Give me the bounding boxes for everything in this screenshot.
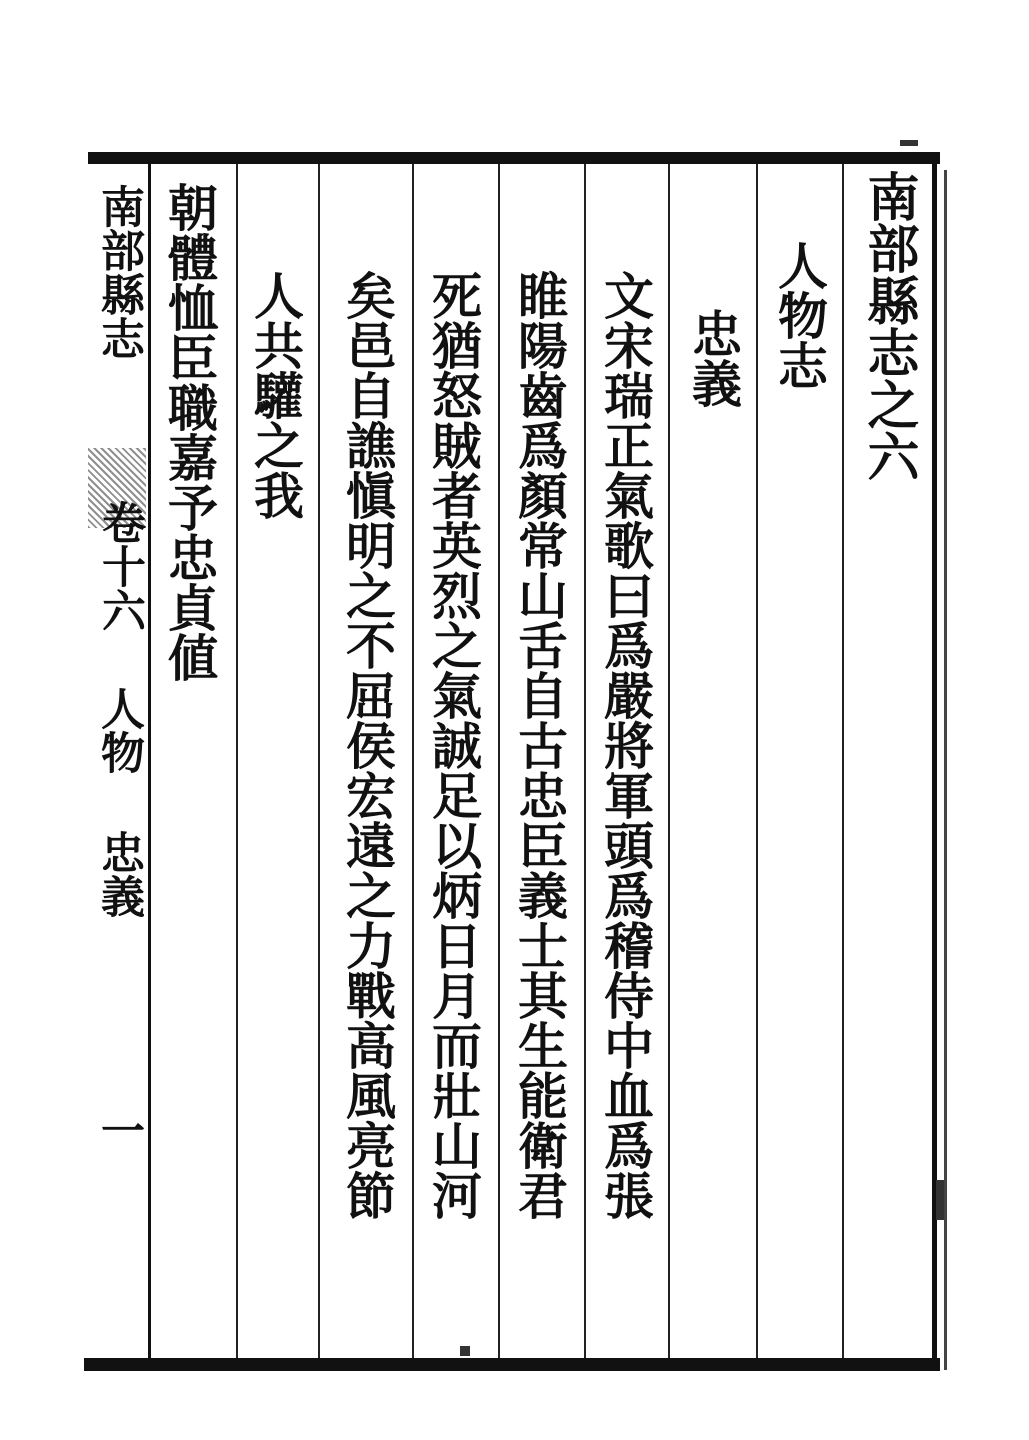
column-divider	[412, 164, 414, 1358]
spine-book-title: 南部縣志	[93, 184, 144, 360]
spine-divider-line	[148, 152, 151, 1371]
print-speck	[460, 1346, 470, 1356]
text-column-4: 矣邑自譙愼明之不屈侯宏遠之力戰高風亮節	[338, 270, 397, 1220]
volume-title: 南部縣志之六	[858, 170, 919, 482]
column-divider	[584, 164, 586, 1358]
print-speck	[900, 140, 918, 146]
category-heading: 人物志	[770, 240, 829, 390]
text-column-1: 文宋瑞正氣歌曰爲嚴將軍頭爲稽侍中血爲張	[596, 270, 655, 1220]
column-divider	[842, 164, 844, 1358]
bottom-border-rule	[84, 1358, 940, 1371]
text-column-3: 死猶怒賊者英烈之氣誠足以炳日月而壯山河	[424, 270, 483, 1220]
text-column-2: 睢陽齒爲顏常山舌自古忠臣義士其生能衛君	[510, 270, 569, 1220]
spine-page-number: 一	[93, 1108, 144, 1152]
column-divider	[668, 164, 670, 1358]
column-divider	[498, 164, 500, 1358]
text-column-5: 人共驩之我	[246, 270, 305, 520]
column-divider	[318, 164, 320, 1358]
spine-volume-number: 卷十六	[94, 500, 145, 632]
spine-subsection-label: 忠義	[93, 830, 144, 918]
top-border-rule	[88, 152, 940, 164]
text-column-6: 朝體恤臣職嘉予忠貞値	[160, 182, 219, 682]
column-divider	[236, 164, 238, 1358]
right-outer-border-rule	[944, 170, 947, 1370]
spine-section-label: 人物	[93, 686, 144, 774]
section-heading: 忠義	[684, 308, 743, 408]
column-divider	[756, 164, 758, 1358]
print-speck	[936, 1180, 944, 1220]
